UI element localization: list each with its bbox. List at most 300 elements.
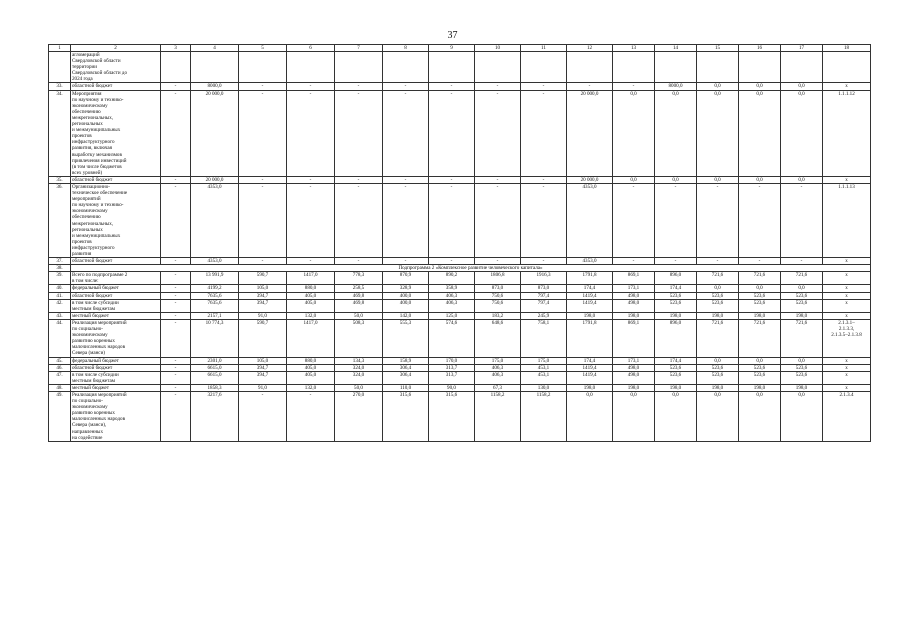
value-cell: 0,0 (781, 285, 823, 292)
value-cell: 134,3 (335, 357, 383, 364)
row-name (71, 176, 161, 183)
table-row (49, 90, 871, 176)
value-cell: 405,0 (287, 299, 335, 312)
value-cell: - (287, 183, 335, 257)
target-indicator-cell (823, 183, 871, 257)
row-name (71, 83, 161, 90)
value-cell: - (287, 90, 335, 176)
table-row (49, 319, 871, 357)
value-cell: - (383, 83, 429, 90)
value-cell: 105,0 (239, 357, 287, 364)
row-name-line: инфраструктурного (72, 139, 115, 146)
value-cell: 498,0 (613, 364, 655, 371)
value-cell: - (161, 384, 191, 391)
value-cell: 0,0 (697, 285, 739, 292)
row-name-line: Севера (манси), (72, 422, 107, 429)
row-name-line: Организационно- (72, 183, 110, 190)
value-cell: 721,6 (697, 272, 739, 285)
table-row (49, 183, 871, 257)
row-name-line: в том числе субсидии (72, 299, 119, 306)
value-cell: 198,0 (781, 312, 823, 319)
value-cell: 175,0 (475, 357, 521, 364)
row-name (71, 371, 161, 384)
value-cell: 324,0 (335, 364, 383, 371)
row-name-line: привлечения инвестиций (72, 157, 127, 164)
value-cell: 1417,0 (287, 319, 335, 357)
target-indicator-cell (823, 384, 871, 391)
target-indicator-cell (823, 319, 871, 357)
row-name-line: и межмуниципальных (72, 232, 121, 239)
row-number: 41. (49, 292, 71, 299)
target-indicator-cell (823, 272, 871, 285)
value-cell: 590,7 (239, 272, 287, 285)
value-cell (161, 52, 191, 83)
value-cell: - (161, 272, 191, 285)
row-name (71, 312, 161, 319)
target-indicator-cell (823, 176, 871, 183)
value-cell: 4353,0 (567, 183, 613, 257)
column-number-cell: 8 (383, 45, 429, 52)
value-cell: 142,0 (383, 312, 429, 319)
value-cell: 0,0 (739, 90, 781, 176)
value-cell (655, 52, 697, 83)
target-indicator-line: х (845, 292, 848, 299)
row-name (71, 272, 161, 285)
value-cell: 400,0 (383, 292, 429, 299)
value-cell: - (567, 83, 613, 90)
value-cell: - (161, 90, 191, 176)
value-cell: 173,1 (613, 285, 655, 292)
row-name-line: местный бюджет (72, 312, 109, 319)
value-cell: 315,6 (429, 391, 475, 441)
value-cell: - (475, 83, 521, 90)
column-number-cell: 17 (781, 45, 823, 52)
row-name-line: направленных (72, 428, 104, 435)
row-name-line: малочисленных народов (72, 416, 125, 423)
row-name-line: агломераций (72, 52, 100, 58)
value-cell: 523,6 (697, 299, 739, 312)
value-cell: 508,3 (335, 319, 383, 357)
target-indicator-cell (823, 299, 871, 312)
value-cell: - (161, 258, 191, 265)
row-name (71, 292, 161, 299)
row-name-line: местным бюджетам (72, 377, 115, 384)
table-row (49, 285, 871, 292)
value-cell: 0,0 (697, 83, 739, 90)
row-name (71, 258, 161, 265)
value-cell: 523,6 (655, 292, 697, 299)
value-cell: 324,0 (335, 371, 383, 384)
value-cell (383, 52, 429, 83)
value-cell: - (335, 83, 383, 90)
value-cell: 721,6 (697, 319, 739, 357)
row-name-line: по научному и технико- (72, 96, 124, 103)
value-cell: 175,0 (521, 357, 567, 364)
subprogram-heading: Подпрограмма 2 «Комплексное развитие человеческого капитала» (71, 265, 871, 272)
row-name (71, 391, 161, 441)
column-number-cell: 5 (239, 45, 287, 52)
value-cell: 2157,1 (191, 312, 239, 319)
value-cell (521, 52, 567, 83)
value-cell: 91,0 (239, 312, 287, 319)
value-cell: - (161, 176, 191, 183)
value-cell: 132,0 (287, 312, 335, 319)
value-cell: 523,6 (739, 292, 781, 299)
value-cell: 0,0 (739, 391, 781, 441)
value-cell: 873,0 (475, 285, 521, 292)
value-cell (335, 52, 383, 83)
row-number (49, 52, 71, 83)
value-cell: 890,2 (429, 272, 475, 285)
value-cell: 174,4 (567, 357, 613, 364)
row-number: 46. (49, 364, 71, 371)
row-name-line: на содействие (72, 434, 103, 441)
row-name (71, 384, 161, 391)
value-cell: 880,0 (287, 285, 335, 292)
value-cell: 523,6 (781, 299, 823, 312)
row-name (71, 319, 161, 357)
row-name-line: областной бюджет (72, 176, 113, 183)
column-number-cell: 11 (521, 45, 567, 52)
value-cell (781, 52, 823, 83)
column-number-cell: 2 (71, 45, 161, 52)
row-number: 43. (49, 312, 71, 319)
value-cell: 1858,3 (191, 384, 239, 391)
value-cell: 1916,3 (521, 272, 567, 285)
target-indicator-line: х (845, 312, 848, 319)
value-cell: - (161, 183, 191, 257)
value-cell: - (383, 258, 429, 265)
value-cell: 3217,6 (191, 391, 239, 441)
value-cell: 313,7 (429, 364, 475, 371)
value-cell: 453,1 (521, 364, 567, 371)
value-cell: 555,3 (383, 319, 429, 357)
row-number: 34. (49, 90, 71, 176)
value-cell: 523,6 (697, 364, 739, 371)
target-indicator-cell (823, 312, 871, 319)
value-cell: 50,0 (335, 312, 383, 319)
column-number-cell: 16 (739, 45, 781, 52)
row-name-line: Реализация мероприятий (72, 391, 127, 398)
value-cell: - (161, 391, 191, 441)
value-cell: - (429, 90, 475, 176)
column-number-cell: 1 (49, 45, 71, 52)
value-cell: 1417,0 (287, 272, 335, 285)
value-cell: 0,0 (739, 176, 781, 183)
target-indicator-line: х (845, 384, 848, 391)
row-name-line: межрегиональных, (72, 114, 114, 121)
row-name-line: всех уровней) (72, 169, 103, 176)
column-number-cell: 15 (697, 45, 739, 52)
row-name-line: в том числе субсидии (72, 371, 119, 378)
row-name-line: региональных (72, 121, 103, 128)
value-cell: 896,0 (655, 319, 697, 357)
value-cell: 523,6 (781, 371, 823, 384)
value-cell: 198,0 (781, 384, 823, 391)
value-cell: 869,1 (613, 319, 655, 357)
value-cell (287, 52, 335, 83)
value-cell: 469,8 (335, 292, 383, 299)
value-cell: 406,3 (429, 292, 475, 299)
value-cell: - (161, 83, 191, 90)
value-cell: - (287, 391, 335, 441)
value-cell: - (697, 183, 739, 257)
value-cell: 590,7 (239, 319, 287, 357)
value-cell: 0,0 (697, 391, 739, 441)
value-cell: 523,6 (781, 364, 823, 371)
row-name-line: малочисленных народов (72, 344, 125, 351)
value-cell: 20 000,0 (191, 176, 239, 183)
target-indicator-line: х (845, 357, 848, 364)
value-cell: 405,0 (287, 364, 335, 371)
row-name-line: развития (72, 251, 92, 257)
target-indicator-line: х (845, 285, 848, 292)
value-cell: 198,0 (655, 312, 697, 319)
value-cell: 0,0 (781, 90, 823, 176)
value-cell: 4353,0 (191, 258, 239, 265)
value-cell: 1419,4 (567, 292, 613, 299)
row-name-line: федеральный бюджет (72, 357, 119, 364)
value-cell: 0,0 (655, 90, 697, 176)
value-cell: 20 000,0 (567, 176, 613, 183)
target-indicator-line: 2.1.3.5–2.1.3.8 (831, 332, 862, 339)
target-indicator-line: 2.1.3.3, (838, 326, 855, 333)
row-name-line: 2024 года (72, 76, 93, 83)
value-cell: 170,0 (429, 357, 475, 364)
row-name-line: обеспечению (72, 214, 101, 221)
value-cell: - (521, 83, 567, 90)
value-cell: 721,6 (781, 319, 823, 357)
value-cell: 648,6 (475, 319, 521, 357)
value-cell: 0,0 (697, 176, 739, 183)
value-cell: 523,6 (655, 371, 697, 384)
value-cell: 406,3 (429, 299, 475, 312)
row-name-line: развития, включая (72, 145, 112, 152)
column-number-cell: 4 (191, 45, 239, 52)
value-cell: 523,6 (739, 371, 781, 384)
row-name-line: Свердловской области до (72, 70, 128, 77)
value-cell: 174,4 (655, 285, 697, 292)
target-indicator-line: х (845, 371, 848, 378)
target-indicator-line: х (845, 364, 848, 371)
value-cell: - (739, 183, 781, 257)
column-number-cell: 3 (161, 45, 191, 52)
value-cell: - (335, 183, 383, 257)
value-cell: 258,5 (335, 285, 383, 292)
target-indicator-cell (823, 52, 871, 83)
row-name-line: и межмуниципальных (72, 127, 121, 134)
value-cell: - (475, 183, 521, 257)
value-cell: 394,7 (239, 299, 287, 312)
value-cell: 523,6 (697, 292, 739, 299)
value-cell: 0,0 (781, 357, 823, 364)
value-cell: 132,0 (287, 384, 335, 391)
value-cell: 198,0 (567, 312, 613, 319)
target-indicator-line: 2.1.3.4 (839, 391, 854, 398)
value-cell (613, 52, 655, 83)
value-cell: 405,0 (287, 371, 335, 384)
value-cell: 1791,8 (567, 272, 613, 285)
value-cell (739, 52, 781, 83)
value-cell: 20 000,0 (567, 90, 613, 176)
value-cell: 198,0 (697, 312, 739, 319)
row-name-line: областной бюджет (72, 258, 113, 265)
value-cell: 91,0 (239, 384, 287, 391)
value-cell: 523,6 (655, 364, 697, 371)
row-number: 44. (49, 319, 71, 357)
target-indicator-cell (823, 364, 871, 371)
row-number: 39. (49, 272, 71, 285)
value-cell: 358,9 (429, 285, 475, 292)
value-cell: 394,7 (239, 292, 287, 299)
value-cell: - (475, 176, 521, 183)
row-name-line: по социально- (72, 398, 103, 405)
value-cell: - (429, 83, 475, 90)
row-number: 33. (49, 83, 71, 90)
value-cell: 750,6 (475, 292, 521, 299)
row-number: 48. (49, 384, 71, 391)
value-cell: - (239, 183, 287, 257)
value-cell: 721,6 (739, 319, 781, 357)
target-indicator-line: х (845, 176, 848, 183)
value-cell (191, 52, 239, 83)
value-cell: 1806,8 (475, 272, 521, 285)
value-cell: 1791,8 (567, 319, 613, 357)
value-cell: - (161, 371, 191, 384)
value-cell: 0,0 (655, 391, 697, 441)
value-cell: 67,3 (475, 384, 521, 391)
row-name-line: выработку механизмов (72, 151, 122, 158)
row-number: 47. (49, 371, 71, 384)
value-cell: 1419,4 (567, 371, 613, 384)
value-cell: 198,0 (567, 384, 613, 391)
table-row (49, 176, 871, 183)
value-cell: - (383, 183, 429, 257)
value-cell: 110,0 (383, 384, 429, 391)
value-cell: 797,4 (521, 292, 567, 299)
value-cell: 498,0 (613, 299, 655, 312)
row-number: 49. (49, 391, 71, 441)
row-name-line: местным бюджетам (72, 305, 115, 312)
value-cell: 198,0 (613, 384, 655, 391)
row-name-line: экономическому (72, 102, 108, 109)
value-cell: 0,0 (613, 391, 655, 441)
value-cell: - (161, 292, 191, 299)
value-cell: - (521, 183, 567, 257)
row-name-line: Всего по подпрограмме 2 (72, 272, 128, 279)
value-cell: - (161, 319, 191, 357)
value-cell: - (239, 90, 287, 176)
value-cell: - (335, 258, 383, 265)
table-row (49, 364, 871, 371)
value-cell: - (429, 258, 475, 265)
value-cell: 13 991,9 (191, 272, 239, 285)
value-cell (567, 52, 613, 83)
row-name-line: Свердловской области (72, 58, 121, 65)
value-cell: 0,0 (567, 391, 613, 441)
target-indicator-cell (823, 258, 871, 265)
value-cell: 469,8 (335, 299, 383, 312)
value-cell: - (239, 83, 287, 90)
value-cell: 2301,0 (191, 357, 239, 364)
row-name-line: Реализация мероприятий (72, 319, 127, 326)
value-cell: - (287, 83, 335, 90)
row-number: 36. (49, 183, 71, 257)
value-cell: - (239, 176, 287, 183)
value-cell: 328,9 (383, 285, 429, 292)
value-cell: 523,6 (739, 299, 781, 312)
target-indicator-line: 1.1.1.13 (838, 183, 855, 190)
row-name-line: Севера (манси) (72, 350, 105, 357)
value-cell: 574,6 (429, 319, 475, 357)
value-cell: - (655, 258, 697, 265)
value-cell: 8000,0 (655, 83, 697, 90)
value-cell: 869,1 (613, 272, 655, 285)
row-name-line: проектов (72, 238, 92, 245)
target-indicator-cell (823, 90, 871, 176)
table-row (49, 312, 871, 319)
value-cell: - (161, 285, 191, 292)
value-cell: 523,6 (739, 364, 781, 371)
target-indicator-line: 1.1.1.12 (838, 90, 855, 97)
value-cell: 523,6 (781, 292, 823, 299)
target-indicator-line: х (845, 83, 848, 90)
row-number: 38. (49, 265, 71, 272)
value-cell: 523,6 (697, 371, 739, 384)
table-row (49, 292, 871, 299)
column-number-cell: 7 (335, 45, 383, 52)
budget-table (48, 44, 871, 442)
value-cell: 0,0 (697, 357, 739, 364)
value-cell: 0,0 (613, 176, 655, 183)
value-cell: - (161, 312, 191, 319)
row-number: 40. (49, 285, 71, 292)
row-name-line: в том числе: (72, 278, 99, 285)
value-cell: 198,0 (739, 384, 781, 391)
value-cell: 183,2 (475, 312, 521, 319)
value-cell: 198,0 (697, 384, 739, 391)
row-number: 35. (49, 176, 71, 183)
row-name-line: мероприятий (72, 196, 101, 203)
target-indicator-cell (823, 285, 871, 292)
value-cell: 0,0 (739, 285, 781, 292)
row-name-line: федеральный бюджет (72, 285, 119, 292)
value-cell: 778,3 (335, 272, 383, 285)
value-cell: - (287, 176, 335, 183)
value-cell: 245,9 (521, 312, 567, 319)
value-cell: - (383, 90, 429, 176)
value-cell: 158,9 (383, 357, 429, 364)
value-cell: 0,0 (697, 90, 739, 176)
value-cell: 50,0 (335, 384, 383, 391)
value-cell: 873,0 (521, 285, 567, 292)
value-cell: 1158,2 (475, 391, 521, 441)
value-cell: - (429, 183, 475, 257)
value-cell: 130,0 (521, 384, 567, 391)
value-cell: 880,0 (287, 357, 335, 364)
target-indicator-line: х (845, 299, 848, 306)
value-cell: 174,4 (655, 357, 697, 364)
value-cell: - (521, 90, 567, 176)
value-cell: 198,0 (613, 312, 655, 319)
table-row (49, 258, 871, 265)
value-cell: - (287, 258, 335, 265)
value-cell: 105,0 (239, 285, 287, 292)
value-cell: 453,1 (521, 371, 567, 384)
row-name-line: областной бюджет (72, 364, 113, 371)
value-cell: 20 000,0 (191, 90, 239, 176)
row-name-line: региональных (72, 226, 103, 233)
